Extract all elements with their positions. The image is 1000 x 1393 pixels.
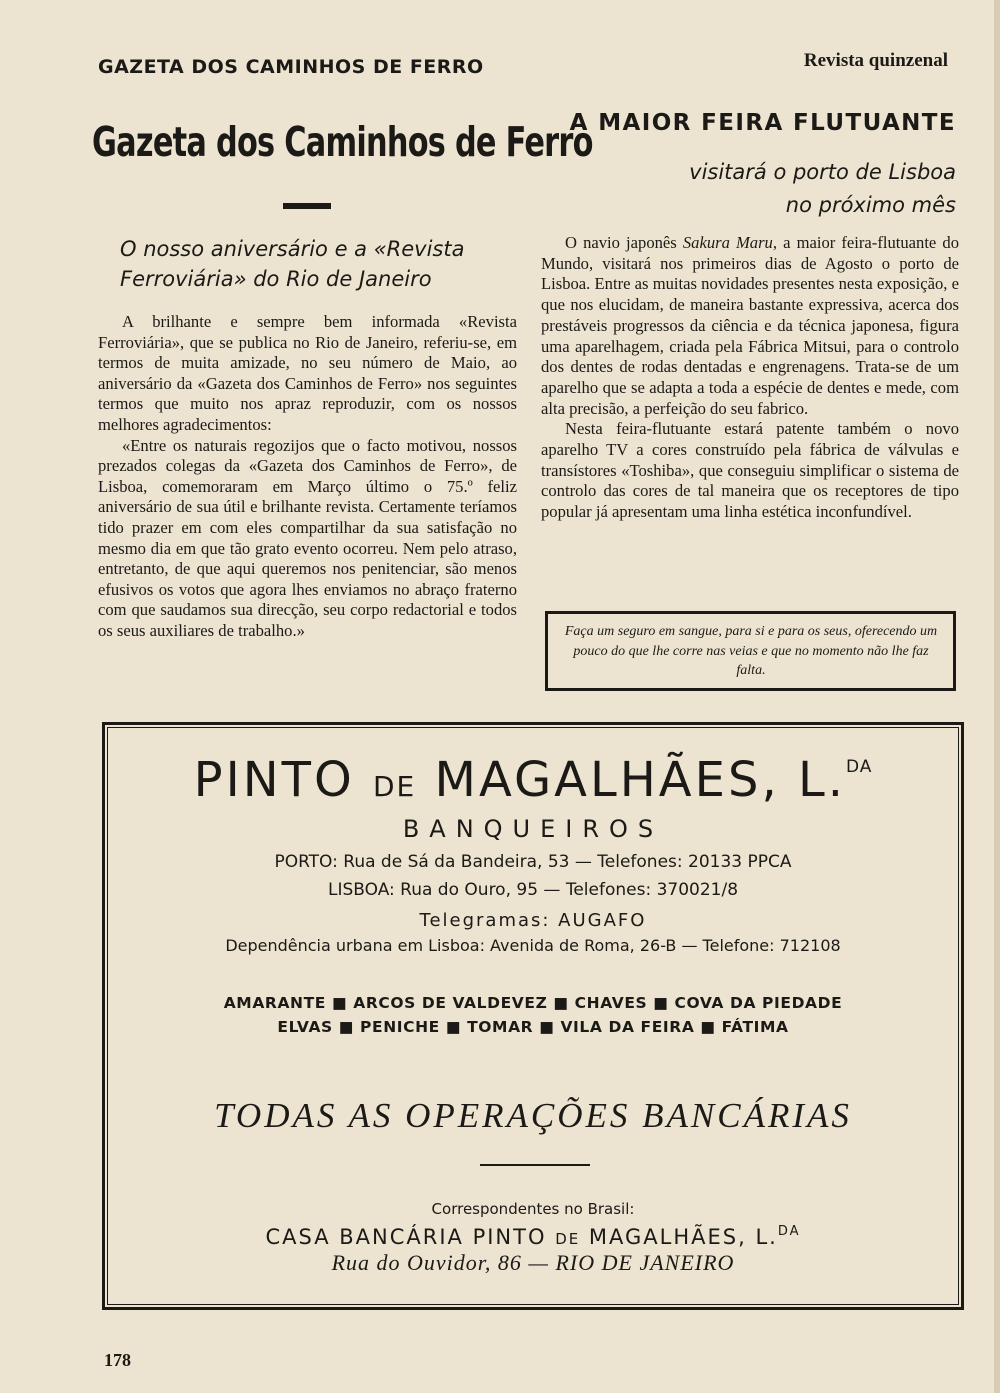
porto-address: PORTO: Rua de Sá da Bandeira, 53 — Telefones: 20133 PPCA bbox=[274, 852, 792, 872]
bank-subtitle: BANQUEIROS bbox=[402, 815, 664, 843]
page-edge-shadow bbox=[994, 0, 1000, 1393]
masthead-divider bbox=[283, 203, 331, 209]
left-article-headline: O nosso aniversário e a «Revista Ferroviária» do Rio de Janeiro bbox=[120, 237, 465, 291]
advertisement-divider bbox=[480, 1164, 590, 1166]
lisboa-address: LISBOA: Rua do Ouro, 95 — Telefones: 370021/8 bbox=[327, 880, 739, 900]
paragraph-text: , a maior feira-flutuante do Mundo, visitará nos primeiros dias de Agosto o porto de Lisboa. Entre as muitas novidades presentes nesta exposição, e que nos elucidam, de maneira bastante expressiva, acerca dos prestáveis progressos da ciência e da técnica japonesa, figura uma aparelhagem, criada pela Fábrica Mitsui, para o controlo dos dentes de rodas dentadas e engrenagens. Trata-se de um aparelho que se adapta a toda a espécie de dentes e mede, com alta precisão, a perfeição do seu fabrico. bbox=[541, 233, 959, 418]
left-article-paragraph: A brilhante e sempre bem informada «Revista Ferroviária», que se publica no Rio de Janeiro, referiu-se, em termos de muita amizade, no seu número de Maio, ao aniversário da «Gazeta dos Caminhos de Ferro» nos seguintes termos que muito nos apraz reproduzir, com os nossos melhores agradecimentos: bbox=[98, 312, 517, 434]
bank-name-particle: DE bbox=[373, 770, 417, 803]
bank-name-superscript: DA bbox=[845, 757, 873, 777]
advertisement-inner-border bbox=[107, 727, 959, 1305]
ship-name: Sakura Maru bbox=[682, 233, 773, 252]
bank-name-part: MAGALHÃES, L. bbox=[434, 752, 846, 808]
correspondent-name-part: CASA BANCÁRIA PINTO bbox=[265, 1225, 547, 1249]
correspondents-label: Correspondentes no Brasil: bbox=[431, 1200, 635, 1218]
right-article-subtitle-line: no próximo mês bbox=[785, 193, 956, 217]
running-header-periodicity: Revista quinzenal bbox=[803, 50, 948, 71]
branch-list-line: ELVAS ■ PENICHE ■ TOMAR ■ VILA DA FEIRA ■ FÁTIMA bbox=[277, 1018, 789, 1036]
right-article-title: A MAIOR FEIRA FLUTUANTE bbox=[569, 110, 956, 136]
paragraph-text: O navio japonês bbox=[565, 233, 683, 252]
correspondent-name-particle: DE bbox=[555, 1230, 581, 1248]
left-article-body bbox=[98, 312, 517, 642]
brazil-correspondent-address: Rua do Ouvidor, 86 — RIO DE JANEIRO bbox=[331, 1250, 735, 1275]
page-number: 178 bbox=[104, 1350, 131, 1370]
branch-list-line: AMARANTE ■ ARCOS DE VALDEVEZ ■ CHAVES ■ COVA DA PIEDADE bbox=[223, 994, 843, 1012]
correspondent-name-part: MAGALHÃES, L. bbox=[588, 1225, 778, 1249]
right-article-subtitle bbox=[538, 156, 956, 222]
telegram-address: Telegramas: AUGAFO bbox=[419, 910, 647, 931]
masthead-title: Gazeta dos Caminhos de Ferro bbox=[92, 118, 593, 166]
right-article-subtitle-line: visitará o porto de Lisboa bbox=[689, 160, 956, 184]
right-article-paragraph: Nesta feira-flutuante estará patente também o novo aparelho TV a cores construído pela fábrica de válvulas e transístores «Toshiba», que conseguiu simplificar o sistema de controlo das cores de tal maneira que os receptores de tipo popular já apresentam uma linha estética inconfundível. bbox=[541, 419, 959, 522]
brazil-correspondent-name bbox=[102, 1224, 964, 1249]
right-article-body bbox=[541, 233, 959, 523]
blood-donation-notice-text: Faça um seguro em sangue, para si e para os seus, oferecendo um pouco do que lhe corre nas veias e que no momento não lhe faz falta. bbox=[564, 624, 938, 679]
bank-name bbox=[102, 752, 964, 808]
operations-slogan: TODAS AS OPERAÇÕES BANCÁRIAS bbox=[214, 1096, 852, 1135]
running-header-title: GAZETA DOS CAMINHOS DE FERRO bbox=[98, 56, 484, 78]
right-article-paragraph bbox=[541, 233, 959, 419]
correspondent-name-superscript: DA bbox=[777, 1224, 801, 1239]
urban-branch-address: Dependência urbana em Lisboa: Avenida de Roma, 26-B — Telefone: 712108 bbox=[225, 936, 841, 955]
bank-advertisement-frame bbox=[102, 722, 964, 1310]
left-article-quote-paragraph: «Entre os naturais regozijos que o facto motivou, nossos prezados colegas da «Gazeta dos Caminhos de Ferro», de Lisboa, comemoraram em Março último o 75.º feliz aniversário de sua útil e brilhante revista. Certamente teríamos tido prazer em com eles compartilhar da sua satisfação no mesmo dia em que tão grato evento ocorreu. Nem pelo atraso, entretanto, de que aqui queremos nos penitenciar, são menos efusivos os votos que agora lhes enviamos no abraço fraterno com que saudamos sua direcção, seu corpo redactorial e todos os seus auxiliares de trabalho.» bbox=[98, 435, 517, 640]
bank-name-part: PINTO bbox=[193, 752, 355, 808]
